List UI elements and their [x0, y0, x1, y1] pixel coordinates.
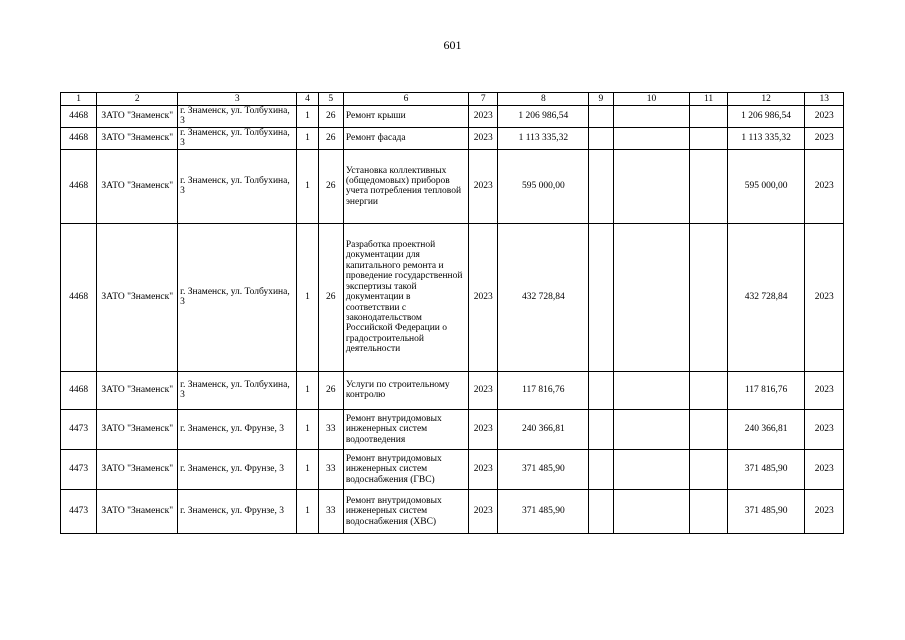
table-cell-col-13: 2023 [805, 223, 844, 371]
table-cell-col-7: 2023 [469, 489, 498, 533]
table-cell-col-13: 2023 [805, 127, 844, 149]
column-header-10: 10 [613, 93, 690, 106]
table-cell-col-4: 1 [297, 223, 318, 371]
table-cell-col-6: Услуги по строительному контролю [343, 371, 468, 409]
table-cell-col-8: 371 485,90 [498, 449, 589, 489]
table-cell-col-8: 1 206 986,54 [498, 106, 589, 128]
table-cell-col-1: 4473 [61, 489, 97, 533]
table-cell-col-3: г. Знаменск, ул. Толбухина, 3 [178, 223, 297, 371]
column-header-3: 3 [178, 93, 297, 106]
table-cell-col-12: 371 485,90 [727, 489, 805, 533]
table-cell-col-4: 1 [297, 106, 318, 128]
table-cell-col-5: 26 [318, 371, 343, 409]
table-cell-col-11 [690, 449, 727, 489]
table-cell-col-11 [690, 371, 727, 409]
table-cell-col-1: 4468 [61, 127, 97, 149]
table-cell-col-3: г. Знаменск, ул. Толбухина, 3 [178, 149, 297, 223]
table-cell-col-9 [589, 371, 613, 409]
table-cell-col-3: г. Знаменск, ул. Фрунзе, 3 [178, 409, 297, 449]
table-cell-col-1: 4468 [61, 106, 97, 128]
table-cell-col-9 [589, 127, 613, 149]
table-cell-col-11 [690, 409, 727, 449]
table-row [61, 149, 844, 223]
column-header-12: 12 [727, 93, 805, 106]
table-cell-col-6: Ремонт внутридомовых инженерных систем водоснабжения (ХВС) [343, 489, 468, 533]
header-row [61, 93, 844, 106]
table-cell-col-12: 240 366,81 [727, 409, 805, 449]
table-cell-col-1: 4473 [61, 409, 97, 449]
table-cell-col-2: ЗАТО "Знаменск" [97, 223, 178, 371]
table-cell-col-9 [589, 489, 613, 533]
table-cell-col-8: 595 000,00 [498, 149, 589, 223]
table-cell-col-9 [589, 106, 613, 128]
table-cell-col-5: 26 [318, 149, 343, 223]
table-cell-col-2: ЗАТО "Знаменск" [97, 149, 178, 223]
column-header-8: 8 [498, 93, 589, 106]
column-header-4: 4 [297, 93, 318, 106]
table-cell-col-13: 2023 [805, 409, 844, 449]
table-cell-col-11 [690, 489, 727, 533]
column-header-1: 1 [61, 93, 97, 106]
table-cell-col-9 [589, 449, 613, 489]
table-row [61, 127, 844, 149]
table-cell-col-3: г. Знаменск, ул. Фрунзе, 3 [178, 449, 297, 489]
table-cell-col-5: 33 [318, 409, 343, 449]
table-cell-col-6: Ремонт внутридомовых инженерных систем водоотведения [343, 409, 468, 449]
table-cell-col-2: ЗАТО "Знаменск" [97, 127, 178, 149]
table-cell-col-13: 2023 [805, 371, 844, 409]
table-cell-col-6: Установка коллективных (общедомовых) приборов учета потребления тепловой энергии [343, 149, 468, 223]
table-cell-col-11 [690, 127, 727, 149]
table-row [61, 371, 844, 409]
column-header-11: 11 [690, 93, 727, 106]
table-cell-col-5: 26 [318, 106, 343, 128]
table-cell-col-3: г. Знаменск, ул. Толбухина, 3 [178, 106, 297, 128]
table-cell-col-11 [690, 223, 727, 371]
table-cell-col-6: Ремонт крыши [343, 106, 468, 128]
table-cell-col-11 [690, 149, 727, 223]
table-cell-col-7: 2023 [469, 127, 498, 149]
table-cell-col-10 [613, 489, 690, 533]
table-cell-col-11 [690, 106, 727, 128]
table-cell-col-2: ЗАТО "Знаменск" [97, 106, 178, 128]
table-cell-col-1: 4468 [61, 223, 97, 371]
table-cell-col-2: ЗАТО "Знаменск" [97, 489, 178, 533]
table-cell-col-7: 2023 [469, 371, 498, 409]
table-row [61, 409, 844, 449]
table-row [61, 223, 844, 371]
table-cell-col-3: г. Знаменск, ул. Толбухина, 3 [178, 371, 297, 409]
table-cell-col-7: 2023 [469, 409, 498, 449]
table-cell-col-13: 2023 [805, 106, 844, 128]
table-cell-col-2: ЗАТО "Знаменск" [97, 371, 178, 409]
page-number: 601 [443, 38, 462, 52]
table-cell-col-1: 4468 [61, 371, 97, 409]
table-cell-col-12: 117 816,76 [727, 371, 805, 409]
table-cell-col-8: 432 728,84 [498, 223, 589, 371]
table-cell-col-7: 2023 [469, 449, 498, 489]
table-cell-col-10 [613, 127, 690, 149]
column-header-5: 5 [318, 93, 343, 106]
table-cell-col-6: Разработка проектной документации для капитального ремонта и проведение государственной экспертизы такой документации в соответствии с законодательством Российской Федерации о градостроительной деятельности [343, 223, 468, 371]
table-cell-col-4: 1 [297, 449, 318, 489]
table-row [61, 106, 844, 128]
table-row [61, 449, 844, 489]
column-header-13: 13 [805, 93, 844, 106]
table-cell-col-5: 33 [318, 449, 343, 489]
table-cell-col-2: ЗАТО "Знаменск" [97, 409, 178, 449]
table-cell-col-8: 240 366,81 [498, 409, 589, 449]
table-cell-col-12: 432 728,84 [727, 223, 805, 371]
table-cell-col-5: 26 [318, 223, 343, 371]
table-cell-col-10 [613, 223, 690, 371]
column-header-6: 6 [343, 93, 468, 106]
table-cell-col-4: 1 [297, 409, 318, 449]
table-cell-col-7: 2023 [469, 223, 498, 371]
repair-schedule-table [60, 92, 844, 534]
table-cell-col-6: Ремонт фасада [343, 127, 468, 149]
table-cell-col-1: 4473 [61, 449, 97, 489]
table-cell-col-4: 1 [297, 127, 318, 149]
table-cell-col-12: 595 000,00 [727, 149, 805, 223]
table-cell-col-3: г. Знаменск, ул. Фрунзе, 3 [178, 489, 297, 533]
table-cell-col-12: 371 485,90 [727, 449, 805, 489]
table-cell-col-6: Ремонт внутридомовых инженерных систем водоснабжения (ГВС) [343, 449, 468, 489]
column-header-2: 2 [97, 93, 178, 106]
table-cell-col-8: 117 816,76 [498, 371, 589, 409]
table-cell-col-1: 4468 [61, 149, 97, 223]
table-cell-col-13: 2023 [805, 149, 844, 223]
table-cell-col-5: 33 [318, 489, 343, 533]
table-cell-col-5: 26 [318, 127, 343, 149]
table-cell-col-10 [613, 409, 690, 449]
table-cell-col-9 [589, 409, 613, 449]
table-cell-col-13: 2023 [805, 449, 844, 489]
column-header-9: 9 [589, 93, 613, 106]
table-cell-col-7: 2023 [469, 106, 498, 128]
table-cell-col-10 [613, 449, 690, 489]
table-cell-col-2: ЗАТО "Знаменск" [97, 449, 178, 489]
table-cell-col-10 [613, 371, 690, 409]
table-cell-col-4: 1 [297, 371, 318, 409]
table-cell-col-9 [589, 149, 613, 223]
table-cell-col-13: 2023 [805, 489, 844, 533]
table-cell-col-10 [613, 106, 690, 128]
table-cell-col-12: 1 113 335,32 [727, 127, 805, 149]
table-cell-col-8: 1 113 335,32 [498, 127, 589, 149]
table-cell-col-4: 1 [297, 149, 318, 223]
table-cell-col-8: 371 485,90 [498, 489, 589, 533]
table-row [61, 489, 844, 533]
table-cell-col-7: 2023 [469, 149, 498, 223]
table-cell-col-12: 1 206 986,54 [727, 106, 805, 128]
table-cell-col-9 [589, 223, 613, 371]
table-cell-col-10 [613, 149, 690, 223]
column-header-7: 7 [469, 93, 498, 106]
table-cell-col-4: 1 [297, 489, 318, 533]
table-cell-col-3: г. Знаменск, ул. Толбухина, 3 [178, 127, 297, 149]
